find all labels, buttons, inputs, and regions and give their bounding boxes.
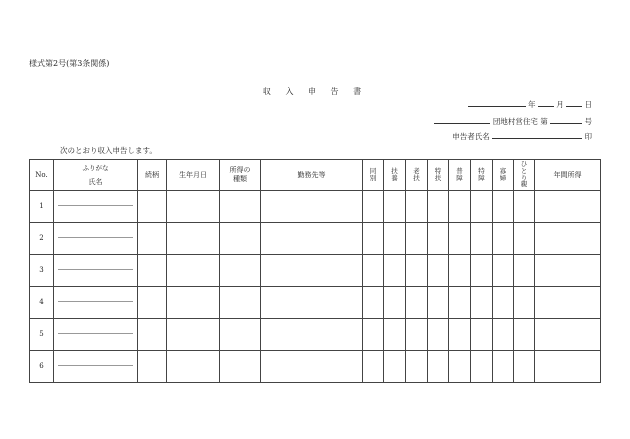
header-single-parent-label: ひとり親: [520, 159, 528, 189]
header-elderly-dependent: [406, 160, 428, 191]
header-single-parent: [514, 160, 535, 191]
widow-cell[interactable]: [493, 287, 514, 319]
annual-income-cell[interactable]: [535, 223, 601, 255]
dependent-cell[interactable]: [384, 191, 406, 223]
disability-cell[interactable]: [449, 191, 471, 223]
workplace-cell[interactable]: [261, 223, 363, 255]
widow-cell[interactable]: [493, 255, 514, 287]
special-dependent-cell[interactable]: [428, 223, 449, 255]
header-no: No.: [30, 160, 54, 191]
header-dependent: [384, 160, 406, 191]
annual-income-cell[interactable]: [535, 319, 601, 351]
name-cell[interactable]: [54, 351, 138, 383]
header-special-disability: [471, 160, 493, 191]
single-parent-cell[interactable]: [514, 351, 535, 383]
applicant-label: 申告者氏名: [452, 132, 490, 141]
elderly-dependent-cell[interactable]: [406, 287, 428, 319]
disability-cell[interactable]: [449, 287, 471, 319]
relation-cell[interactable]: [138, 223, 167, 255]
month-field[interactable]: [538, 98, 554, 107]
dependent-cell[interactable]: [384, 319, 406, 351]
special-disability-cell[interactable]: [471, 319, 493, 351]
relation-cell[interactable]: [138, 255, 167, 287]
address-line: [434, 115, 592, 127]
special-disability-cell[interactable]: [471, 351, 493, 383]
header-income-type: [220, 160, 261, 191]
header-cohabit-label: 同別: [369, 166, 377, 182]
income-type-cell[interactable]: [220, 287, 261, 319]
birth-cell[interactable]: [167, 319, 220, 351]
name-cell[interactable]: [54, 191, 138, 223]
header-widow: [493, 160, 514, 191]
single-parent-cell[interactable]: [514, 255, 535, 287]
disability-cell[interactable]: [449, 223, 471, 255]
special-dependent-cell[interactable]: [428, 319, 449, 351]
annual-income-cell[interactable]: [535, 255, 601, 287]
header-income-type-line2: 種類: [233, 175, 247, 183]
header-special-dependent: [428, 160, 449, 191]
housing-name-field[interactable]: [434, 115, 490, 124]
relation-cell[interactable]: [138, 319, 167, 351]
special-dependent-cell[interactable]: [428, 255, 449, 287]
header-name-label: 氏名: [88, 177, 103, 186]
widow-cell[interactable]: [493, 223, 514, 255]
elderly-dependent-cell[interactable]: [406, 351, 428, 383]
dependent-cell[interactable]: [384, 223, 406, 255]
annual-income-cell[interactable]: [535, 287, 601, 319]
cohabit-cell[interactable]: [363, 351, 384, 383]
income-type-cell[interactable]: [220, 319, 261, 351]
furigana-divider: [58, 333, 133, 334]
day-field[interactable]: [566, 98, 582, 107]
workplace-cell[interactable]: [261, 191, 363, 223]
row-number: 3: [30, 255, 54, 287]
birth-cell[interactable]: [167, 351, 220, 383]
seal-label: 印: [584, 132, 592, 141]
dai-label: 第: [540, 117, 548, 126]
header-annual-income: 年間所得: [535, 160, 601, 191]
date-line: [468, 98, 592, 110]
table-row: [30, 255, 601, 287]
birth-cell[interactable]: [167, 255, 220, 287]
header-name: [54, 160, 138, 191]
month-label: 月: [556, 100, 564, 109]
table-row: [30, 223, 601, 255]
row-number: 5: [30, 319, 54, 351]
birth-cell[interactable]: [167, 287, 220, 319]
birth-cell[interactable]: [167, 191, 220, 223]
table-row: [30, 351, 601, 383]
row-number: 6: [30, 351, 54, 383]
header-widow-label: 寡婦: [499, 166, 507, 182]
single-parent-cell[interactable]: [514, 223, 535, 255]
income-type-cell[interactable]: [220, 191, 261, 223]
applicant-line: [452, 130, 592, 142]
cohabit-cell[interactable]: [363, 287, 384, 319]
disability-cell[interactable]: [449, 351, 471, 383]
table-row: [30, 191, 601, 223]
annual-income-cell[interactable]: [535, 351, 601, 383]
workplace-cell[interactable]: [261, 255, 363, 287]
header-elderly-dependent-label: 老扶: [413, 166, 420, 182]
widow-cell[interactable]: [493, 191, 514, 223]
single-parent-cell[interactable]: [514, 287, 535, 319]
dependent-cell[interactable]: [384, 287, 406, 319]
header-row: [30, 160, 601, 191]
cohabit-cell[interactable]: [363, 223, 384, 255]
header-cohabit: [363, 160, 384, 191]
elderly-dependent-cell[interactable]: [406, 255, 428, 287]
row-number: 2: [30, 223, 54, 255]
dependent-cell[interactable]: [384, 351, 406, 383]
intro-text: 次のとおり収入申告します。: [60, 146, 157, 155]
single-parent-cell[interactable]: [514, 319, 535, 351]
single-parent-cell[interactable]: [514, 191, 535, 223]
go-label: 号: [584, 117, 592, 126]
widow-cell[interactable]: [493, 319, 514, 351]
page-title: 収 入 申 告 書: [262, 87, 368, 96]
relation-cell[interactable]: [138, 191, 167, 223]
cohabit-cell[interactable]: [363, 191, 384, 223]
header-dependent-label: 扶養: [391, 166, 398, 182]
form-number: 様式第2号(第3条関係): [29, 59, 110, 68]
name-cell[interactable]: [54, 223, 138, 255]
name-cell[interactable]: [54, 287, 138, 319]
special-disability-cell[interactable]: [471, 255, 493, 287]
day-label: 日: [584, 100, 592, 109]
furigana-divider: [58, 269, 133, 270]
widow-cell[interactable]: [493, 351, 514, 383]
disability-cell[interactable]: [449, 319, 471, 351]
table-row: [30, 319, 601, 351]
row-number: 1: [30, 191, 54, 223]
header-workplace: 勤務先等: [261, 160, 363, 191]
dependent-cell[interactable]: [384, 255, 406, 287]
header-income-type-line1: 所得の: [229, 166, 251, 175]
furigana-divider: [58, 237, 133, 238]
special-dependent-cell[interactable]: [428, 351, 449, 383]
income-type-cell[interactable]: [220, 351, 261, 383]
cohabit-cell[interactable]: [363, 255, 384, 287]
header-special-disability-label: 特障: [478, 166, 485, 182]
header-relation: 続柄: [138, 160, 167, 191]
elderly-dependent-cell[interactable]: [406, 191, 428, 223]
special-dependent-cell[interactable]: [428, 287, 449, 319]
special-disability-cell[interactable]: [471, 191, 493, 223]
relation-cell[interactable]: [138, 287, 167, 319]
header-disability: [449, 160, 471, 191]
workplace-cell[interactable]: [261, 351, 363, 383]
annual-income-cell[interactable]: [535, 191, 601, 223]
furigana-divider: [58, 301, 133, 302]
header-disability-label: 普障: [456, 166, 463, 182]
header-special-dependent-label: 特扶: [434, 166, 442, 182]
applicant-name-field[interactable]: [492, 130, 582, 139]
year-field[interactable]: [468, 98, 526, 107]
special-disability-cell[interactable]: [471, 287, 493, 319]
year-label: 年: [527, 100, 536, 109]
elderly-dependent-cell[interactable]: [406, 223, 428, 255]
furigana-divider: [58, 205, 133, 206]
income-type-cell[interactable]: [220, 255, 261, 287]
income-table: [29, 159, 601, 383]
special-disability-cell[interactable]: [471, 223, 493, 255]
table-row: [30, 287, 601, 319]
special-dependent-cell[interactable]: [428, 191, 449, 223]
relation-cell[interactable]: [138, 351, 167, 383]
furigana-divider: [58, 365, 133, 366]
header-furigana: ふりがな: [82, 163, 109, 172]
room-number-field[interactable]: [550, 115, 582, 124]
disability-cell[interactable]: [449, 255, 471, 287]
name-cell[interactable]: [54, 319, 138, 351]
workplace-cell[interactable]: [261, 287, 363, 319]
elderly-dependent-cell[interactable]: [406, 319, 428, 351]
header-birth: 生年月日: [167, 160, 220, 191]
row-number: 4: [30, 287, 54, 319]
workplace-cell[interactable]: [261, 319, 363, 351]
income-type-cell[interactable]: [220, 223, 261, 255]
housing-label: 団地村営住宅: [492, 117, 538, 126]
name-cell[interactable]: [54, 255, 138, 287]
cohabit-cell[interactable]: [363, 319, 384, 351]
birth-cell[interactable]: [167, 223, 220, 255]
